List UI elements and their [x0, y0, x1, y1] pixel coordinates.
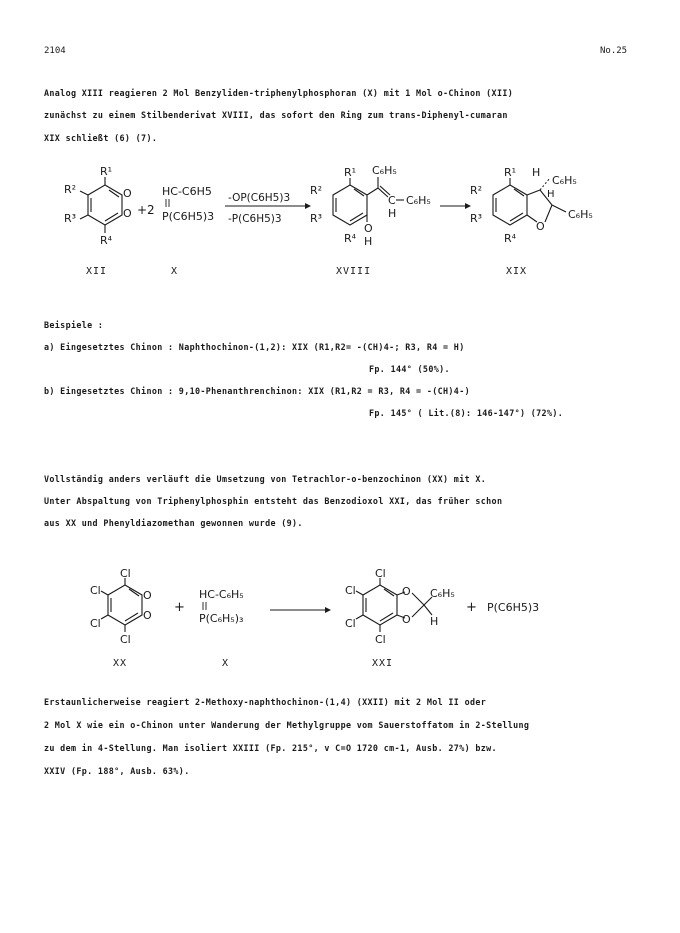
svg-text:HC-C₆H₅: HC-C₆H₅ [199, 588, 244, 601]
triphenylphosphine-product: P(C6H5)3 [487, 601, 540, 614]
svg-text:R²: R² [470, 184, 483, 197]
reagent-above-arrow: -OP(C6H5)3 [228, 192, 291, 204]
svg-text:Cl: Cl [90, 617, 101, 630]
para3-line-2: 2 Mol X wie ein o-Chinon unter Wanderung der Methylgruppe vom Sauerstoffatom in 2-Stellung [44, 720, 530, 730]
reaction-scheme-2 [0, 565, 680, 665]
label-xxi: XXI [372, 658, 394, 669]
arrow-head-icon [465, 203, 471, 209]
svg-text:Cl: Cl [375, 633, 386, 646]
svg-text:H: H [547, 189, 555, 200]
svg-text:O: O [402, 613, 411, 626]
label-xii: XII [86, 266, 108, 277]
ylide-formula-bottom: P(C6H5)3 [162, 210, 215, 223]
svg-text:Cl: Cl [375, 567, 386, 580]
svg-text:P(C₆H₅)₃: P(C₆H₅)₃ [199, 612, 244, 625]
issue-number: No.25 [600, 46, 628, 56]
para2-line-1: Vollständig anders verläuft die Umsetzung von Tetrachlor-o-benzochinon (XX) mit X. [44, 474, 487, 484]
cumaran-xix-structure [470, 166, 593, 245]
para3-line-4: XXIV (Fp. 188°, Ausb. 63%). [44, 766, 190, 776]
arrow-head-icon [305, 203, 311, 209]
para2-line-2: Unter Abspaltung von Triphenylphosphin entsteht das Benzodioxol XXI, das früher schon [44, 496, 503, 506]
svg-text:C₆H₅: C₆H₅ [568, 208, 593, 221]
svg-text:Cl: Cl [90, 584, 101, 597]
reagent-below-arrow: -P(C6H5)3 [228, 213, 282, 225]
svg-text:O: O [143, 609, 152, 622]
svg-text:+: + [466, 600, 477, 615]
intro-line-2: zunächst zu einem Stilbenderivat XVIII, das sofort den Ring zum trans-Diphenyl-cumaran [44, 110, 508, 120]
svg-text:R¹: R¹ [344, 166, 357, 179]
svg-text:O: O [364, 222, 373, 235]
svg-text:R¹: R¹ [504, 166, 517, 179]
svg-text:H: H [532, 166, 541, 179]
svg-text:Cl: Cl [120, 567, 131, 580]
svg-text:C₆H₅: C₆H₅ [430, 587, 455, 600]
example-a: a) Eingesetztes Chinon : Naphthochinon-(1,2): XIX (R1,R2= -(CH)4-; R3, R4 = H) [44, 342, 465, 352]
svg-text:R³: R³ [470, 212, 483, 225]
label-xix: XIX [506, 266, 528, 277]
svg-text:H: H [430, 615, 439, 628]
svg-text:R⁴: R⁴ [344, 232, 357, 245]
para2-line-3: aus XX und Phenyldiazomethan gewonnen wurde (9). [44, 518, 303, 528]
example-a-melting-point: Fp. 144° (50%). [369, 364, 450, 374]
svg-text:R²: R² [64, 183, 77, 196]
svg-text:R⁴: R⁴ [504, 232, 517, 245]
page-number: 2104 [44, 46, 66, 56]
benzodioxol-xxi-structure [345, 567, 455, 646]
svg-text:O: O [143, 589, 152, 602]
svg-text:R³: R³ [310, 212, 323, 225]
svg-text:Cl: Cl [120, 633, 131, 646]
svg-text:O: O [123, 187, 132, 200]
svg-text:Cl: Cl [345, 584, 356, 597]
svg-text:C₆H₅: C₆H₅ [372, 164, 397, 177]
svg-text:R²: R² [310, 184, 323, 197]
quinone-xx-structure [90, 567, 152, 646]
example-b: b) Eingesetztes Chinon : 9,10-Phenanthrenchinon: XIX (R1,R2 = R3, R4 = -(CH)4-) [44, 386, 470, 396]
svg-text:O: O [123, 207, 132, 220]
example-b-melting-point: Fp. 145° ( Lit.(8): 146-147°) (72%). [369, 408, 564, 418]
examples-heading: Beispiele : [44, 320, 104, 330]
label-x: X [171, 266, 179, 277]
svg-text:H: H [388, 207, 397, 220]
svg-text:C₆H₅: C₆H₅ [406, 194, 431, 207]
para3-line-1: Erstaunlicherweise reagiert 2-Methoxy-naphthochinon-(1,4) (XXII) mit 2 Mol II oder [44, 697, 487, 707]
label-xx: XX [113, 658, 128, 669]
label-x-2: X [222, 658, 230, 669]
arrow-head-icon [325, 607, 331, 613]
svg-text:C: C [388, 194, 396, 207]
stilbene-xviii-structure [310, 164, 431, 248]
svg-text:+: + [174, 600, 185, 615]
svg-text:R⁴: R⁴ [100, 234, 113, 247]
svg-text:O: O [536, 220, 545, 233]
para3-line-3: zu dem in 4-Stellung. Man isoliert XXIII (Fp. 215°, v C=O 1720 cm-1, Ausb. 27%) bzw. [44, 743, 497, 753]
svg-text:R³: R³ [64, 212, 77, 225]
quinone-xii-structure [64, 165, 132, 247]
intro-line-3: XIX schließt (6) (7). [44, 133, 158, 143]
intro-line-1: Analog XIII reagieren 2 Mol Benzyliden-triphenylphosphoran (X) mit 1 Mol o-Chinon (XII) [44, 88, 514, 98]
svg-text:Cl: Cl [345, 617, 356, 630]
svg-text:R¹: R¹ [100, 165, 113, 178]
ylide-formula-top: HC-C6H5 [162, 185, 212, 198]
svg-text:O: O [402, 585, 411, 598]
label-xviii: XVIII [336, 266, 372, 277]
coefficient-plus-2: +2 [137, 203, 155, 217]
svg-text:H: H [364, 235, 373, 248]
svg-text:C₆H₅: C₆H₅ [552, 174, 577, 187]
